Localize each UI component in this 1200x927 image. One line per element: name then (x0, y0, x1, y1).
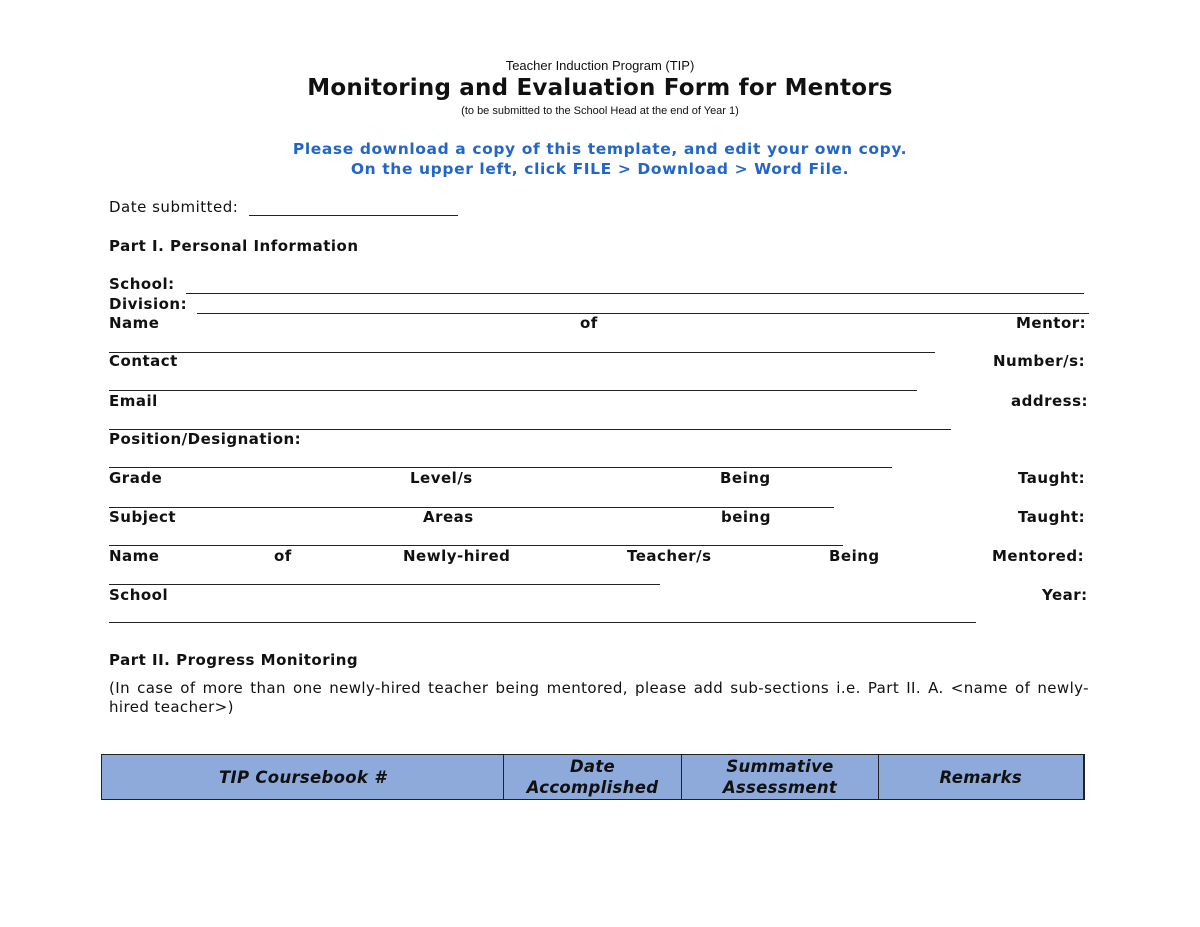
col-header-summative-assessment: Summative Assessment (682, 755, 879, 800)
contact-number-field[interactable] (109, 390, 917, 391)
date-submitted-label: Date submitted: (109, 198, 239, 216)
col-header-date-accomplished: Date Accomplished (504, 755, 682, 800)
part1-heading: Part I. Personal Information (109, 237, 359, 255)
part2-note: (In case of more than one newly-hired teacher being mentored, please add sub-sections i.e. Part II. A. <name of newly-hired teacher>) (109, 679, 1089, 716)
division-label: Division: (109, 295, 188, 313)
school-year-field[interactable] (109, 622, 976, 623)
part2-heading: Part II. Progress Monitoring (109, 651, 359, 669)
division-field[interactable] (197, 313, 1089, 314)
form-title: Monitoring and Evaluation Form for Mentors (307, 75, 893, 101)
col-header-tip-coursebook: TIP Coursebook # (102, 755, 504, 800)
school-label: School: (109, 275, 175, 293)
document-page: Teacher Induction Program (TIP) Monitoring and Evaluation Form for Mentors (to be submitted to the School Head at the end of Year 1) Please download a copy of this template, and edit your own copy. On the upper left, click FILE > Download > Word File. Date submitted: Part I. Personal Information School: Division: Name of Mentor: Contact Number/s: Email address: Position/Designation: Grade Level/s Being Taught: Subject Areas being Taught: Name of Newly-hired Teacher/s Being Mentored: School Year: Part II. Progress Monitoring (In case of more than one newly-hired teacher being mentored, please add sub-sections i.e. Part II. A. <name of newly-hired teacher>) TIP Coursebook # Date Accomplished Summative Assessment Remarks (0, 0, 1200, 927)
subject-areas-field[interactable] (109, 545, 843, 546)
download-notice-line2: On the upper left, click FILE > Download > Word File. (350, 160, 850, 178)
school-field[interactable] (186, 293, 1084, 294)
col-header-remarks: Remarks (879, 755, 1084, 800)
position-label: Position/Designation: (109, 430, 302, 448)
download-notice-line1: Please download a copy of this template, and edit your own copy. (292, 140, 908, 158)
form-subtitle: (to be submitted to the School Head at the end of Year 1) (461, 105, 739, 117)
program-name: Teacher Induction Program (TIP) (505, 58, 695, 73)
table-header-row (102, 755, 1084, 800)
tip-coursebook-table (101, 754, 1085, 800)
name-of-mentor-field[interactable] (109, 352, 935, 353)
newly-hired-teacher-field[interactable] (109, 584, 660, 585)
date-submitted-field[interactable] (249, 215, 458, 216)
position-field[interactable] (109, 467, 892, 468)
